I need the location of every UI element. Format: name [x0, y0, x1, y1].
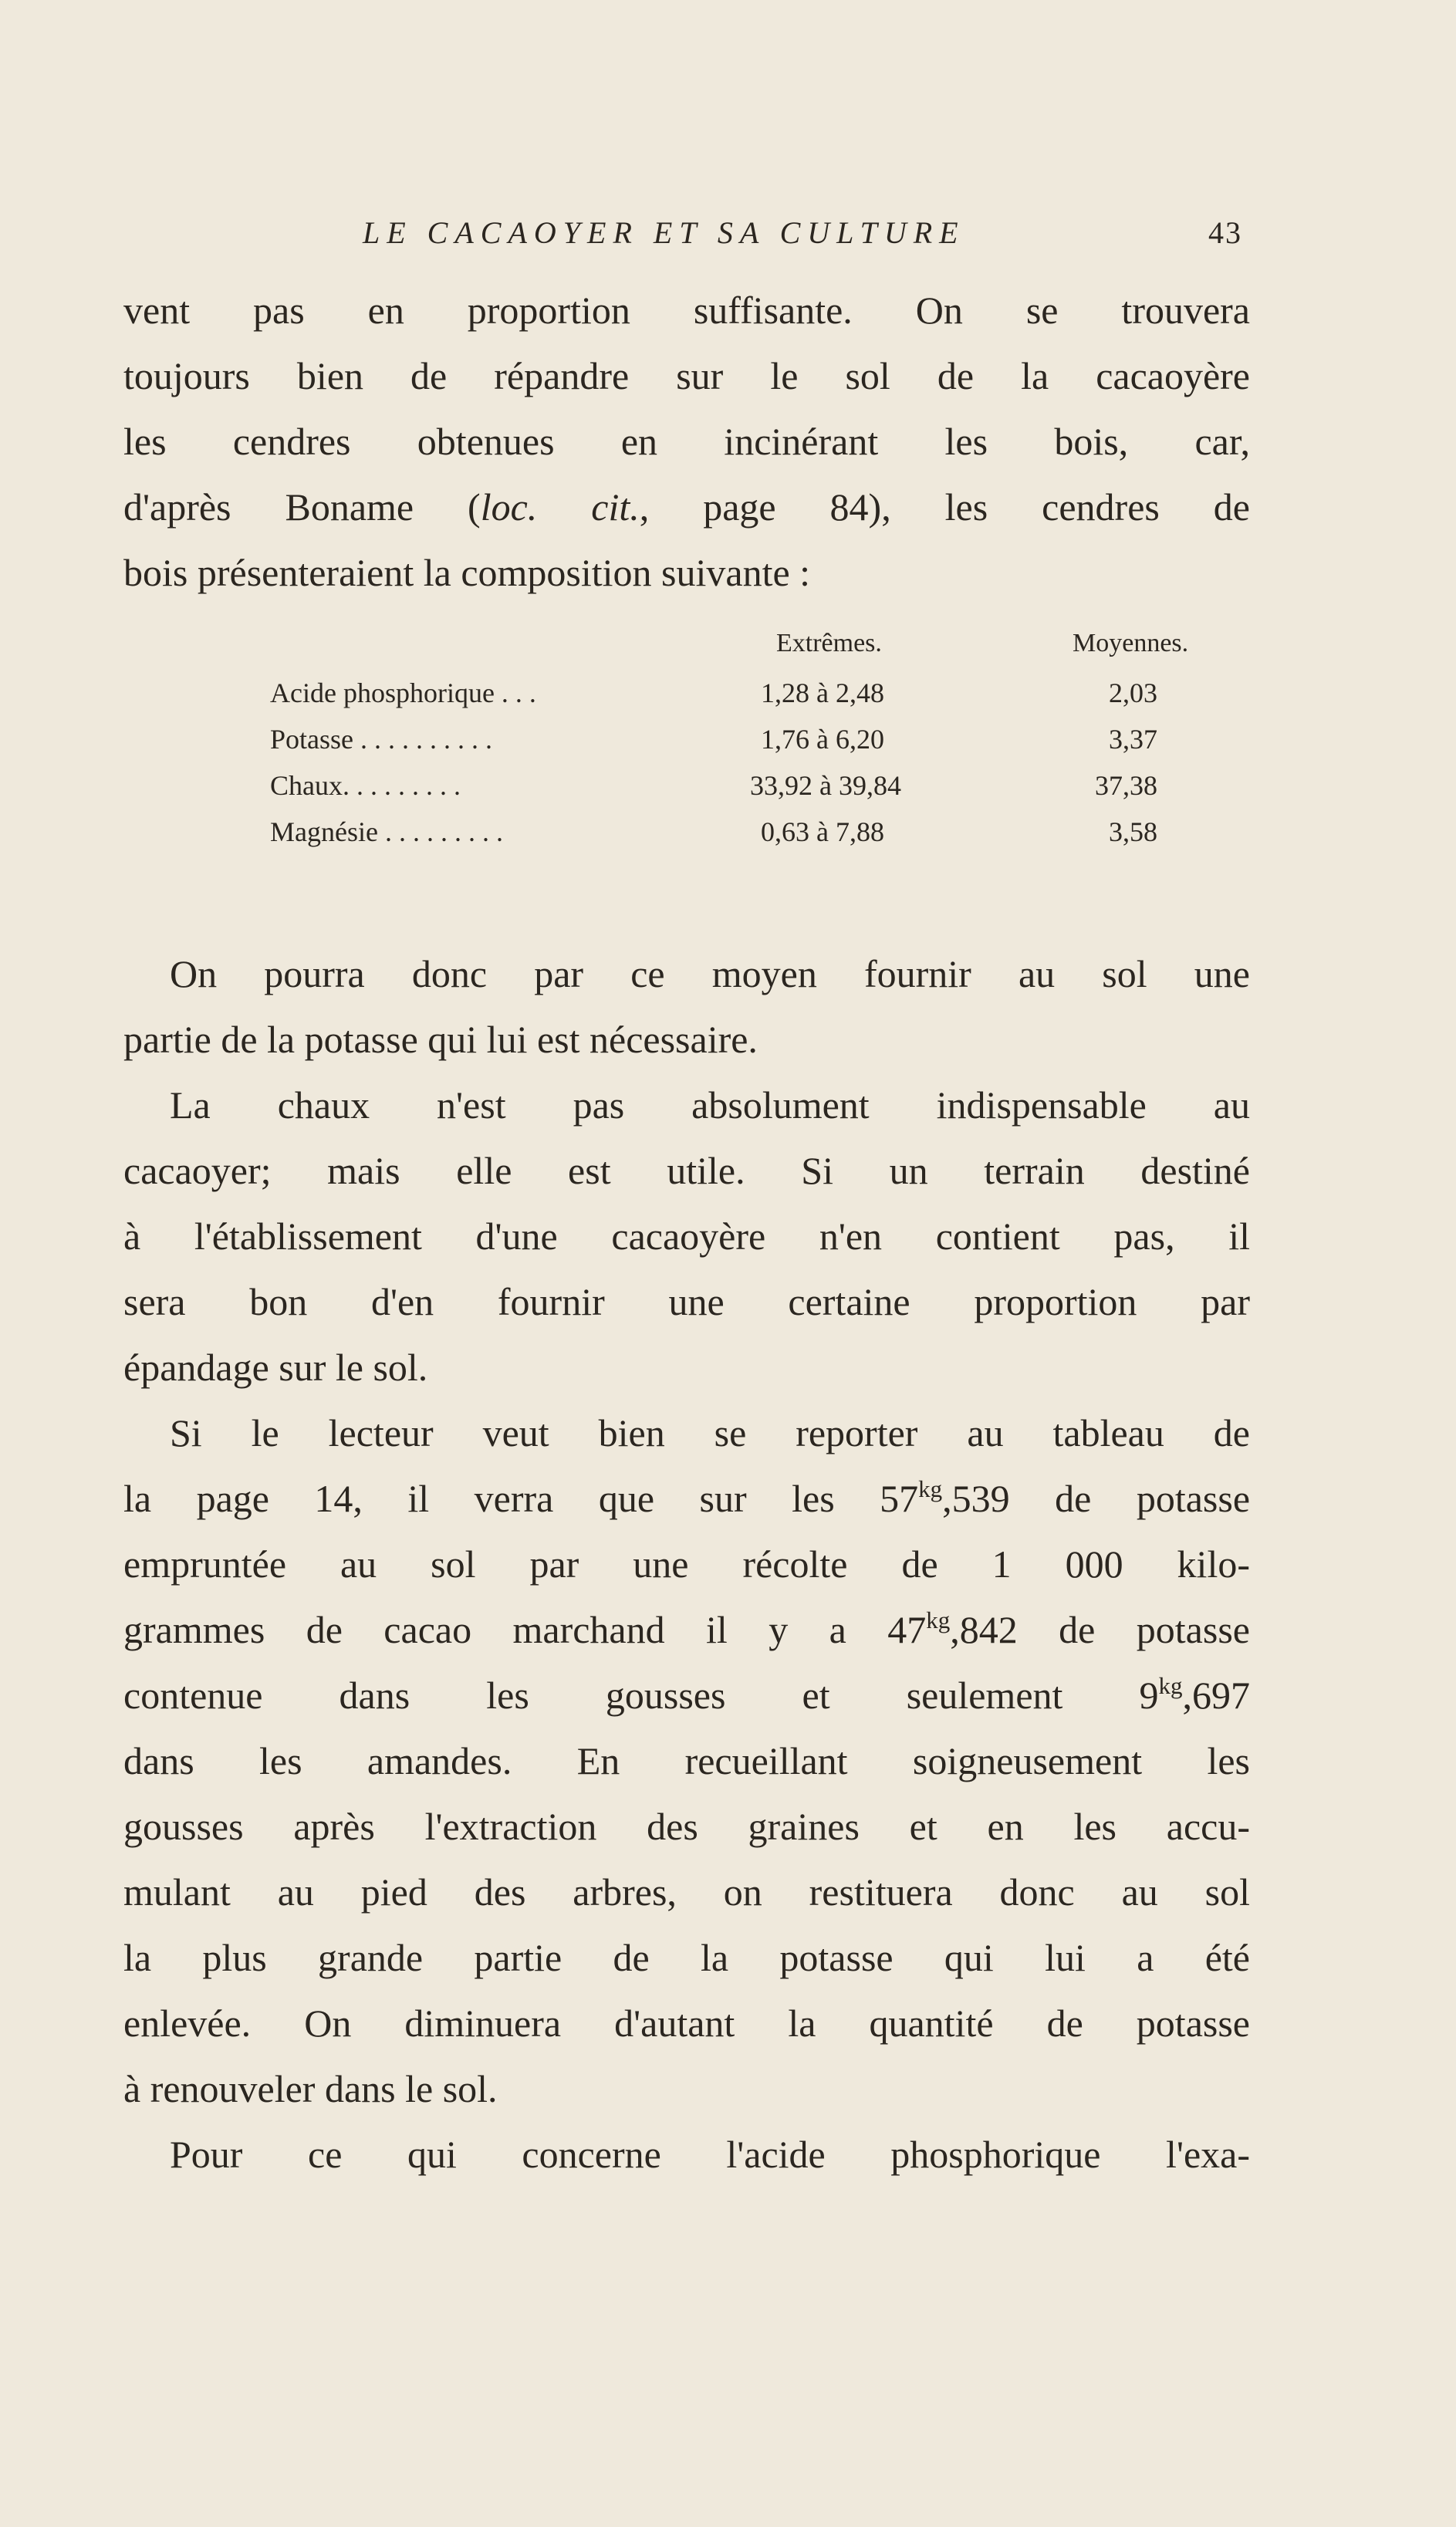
para3-line4: sera bon d'en fournir une certaine proportion par: [123, 1280, 1250, 1323]
para1-line4: [123, 475, 1250, 540]
row-moyenne: 2,03: [1109, 677, 1157, 708]
running-title: LE CACAOYER ET SA CULTURE: [363, 215, 965, 250]
para3-line1: La chaux n'est pas absolument indispensable au: [170, 1083, 1250, 1127]
col-header-moyennes: Moyennes.: [1073, 629, 1189, 657]
row-moyenne: 3,58: [1109, 816, 1157, 847]
row-label: Chaux. . . . . . . . .: [270, 770, 461, 801]
para5-line1: Pour ce qui concerne l'acide phosphorique l'exa-: [170, 2133, 1250, 2176]
row-label: Magnésie . . . . . . . . .: [270, 816, 503, 847]
text-run: contenue dans les gousses et seulement 9: [123, 1674, 1159, 1717]
para4-line11: à renouveler dans le sol.: [123, 2067, 498, 2110]
para2-line2: partie de la potasse qui lui est nécessaire.: [123, 1018, 758, 1061]
row-extremes: 33,92 à 39,84: [750, 770, 901, 801]
para1-line3: les cendres obtenues en incinérant les bois, car,: [123, 420, 1250, 463]
text-run: la page 14, il verra que sur les 57: [123, 1477, 919, 1520]
para4-line7: gousses après l'extraction des graines et en les accu-: [123, 1805, 1250, 1848]
para4-line1: Si le lecteur veut bien se reporter au tableau de: [170, 1411, 1250, 1454]
para2-line1: On pourra donc par ce moyen fournir au sol une: [170, 952, 1250, 995]
table-row: [270, 769, 1211, 816]
para3-line5: épandage sur le sol.: [123, 1346, 428, 1389]
para3-line3: à l'établissement d'une cacaoyère n'en contient pas, il: [123, 1215, 1250, 1258]
para1-line1: vent pas en proportion suffisante. On se trouvera: [123, 289, 1250, 332]
row-extremes: 1,28 à 2,48: [761, 677, 884, 708]
table-row: [270, 816, 1211, 862]
para4-line5: [123, 1663, 1250, 1728]
text-run: ,539 de potasse: [942, 1477, 1251, 1520]
para3-line2: cacaoyer; mais elle est utile. Si un terrain destiné: [123, 1149, 1250, 1192]
citation-suffix: , page 84), les cendres de: [639, 485, 1250, 529]
unit-kg: kg: [918, 1475, 943, 1502]
para1-line5: bois présenteraient la composition suivante :: [123, 551, 811, 594]
row-extremes: 1,76 à 6,20: [761, 724, 884, 755]
row-extremes: 0,63 à 7,88: [761, 816, 884, 847]
para4-line9: la plus grande partie de la potasse qui lui a été: [123, 1936, 1250, 1979]
row-label: Potasse . . . . . . . . . .: [270, 724, 492, 755]
para1-line2: toujours bien de répandre sur le sol de la cacaoyère: [123, 354, 1250, 397]
citation-prefix: d'après Boname (: [123, 485, 481, 529]
para4-line2: [123, 1466, 1250, 1532]
col-header-extremes: Extrêmes.: [776, 629, 882, 657]
para4-line6: dans les amandes. En recueillant soigneusement les: [123, 1739, 1250, 1782]
row-moyenne: 3,37: [1109, 724, 1157, 755]
text-run: grammes de cacao marchand il y a 47: [123, 1608, 927, 1651]
unit-kg: kg: [926, 1606, 951, 1633]
table-row: [270, 723, 1211, 769]
para4-line10: enlevée. On diminuera d'autant la quantité de potasse: [123, 2002, 1250, 2045]
running-header: [363, 215, 1242, 251]
para4-line4: [123, 1597, 1250, 1663]
text-run: ,842 de potasse: [950, 1608, 1250, 1651]
table-row: [270, 677, 1211, 723]
text-run: ,697: [1182, 1674, 1250, 1717]
para4-line8: mulant au pied des arbres, on restituera donc au sol: [123, 1870, 1250, 1914]
para4-line3: empruntée au sol par une récolte de 1 000 kilo-: [123, 1542, 1250, 1586]
citation-italic: loc. cit.: [480, 485, 640, 529]
row-label: Acide phosphorique . . .: [270, 677, 536, 708]
unit-kg: kg: [1158, 1671, 1183, 1699]
page-number: 43: [1208, 215, 1242, 250]
row-moyenne: 37,38: [1095, 770, 1157, 801]
